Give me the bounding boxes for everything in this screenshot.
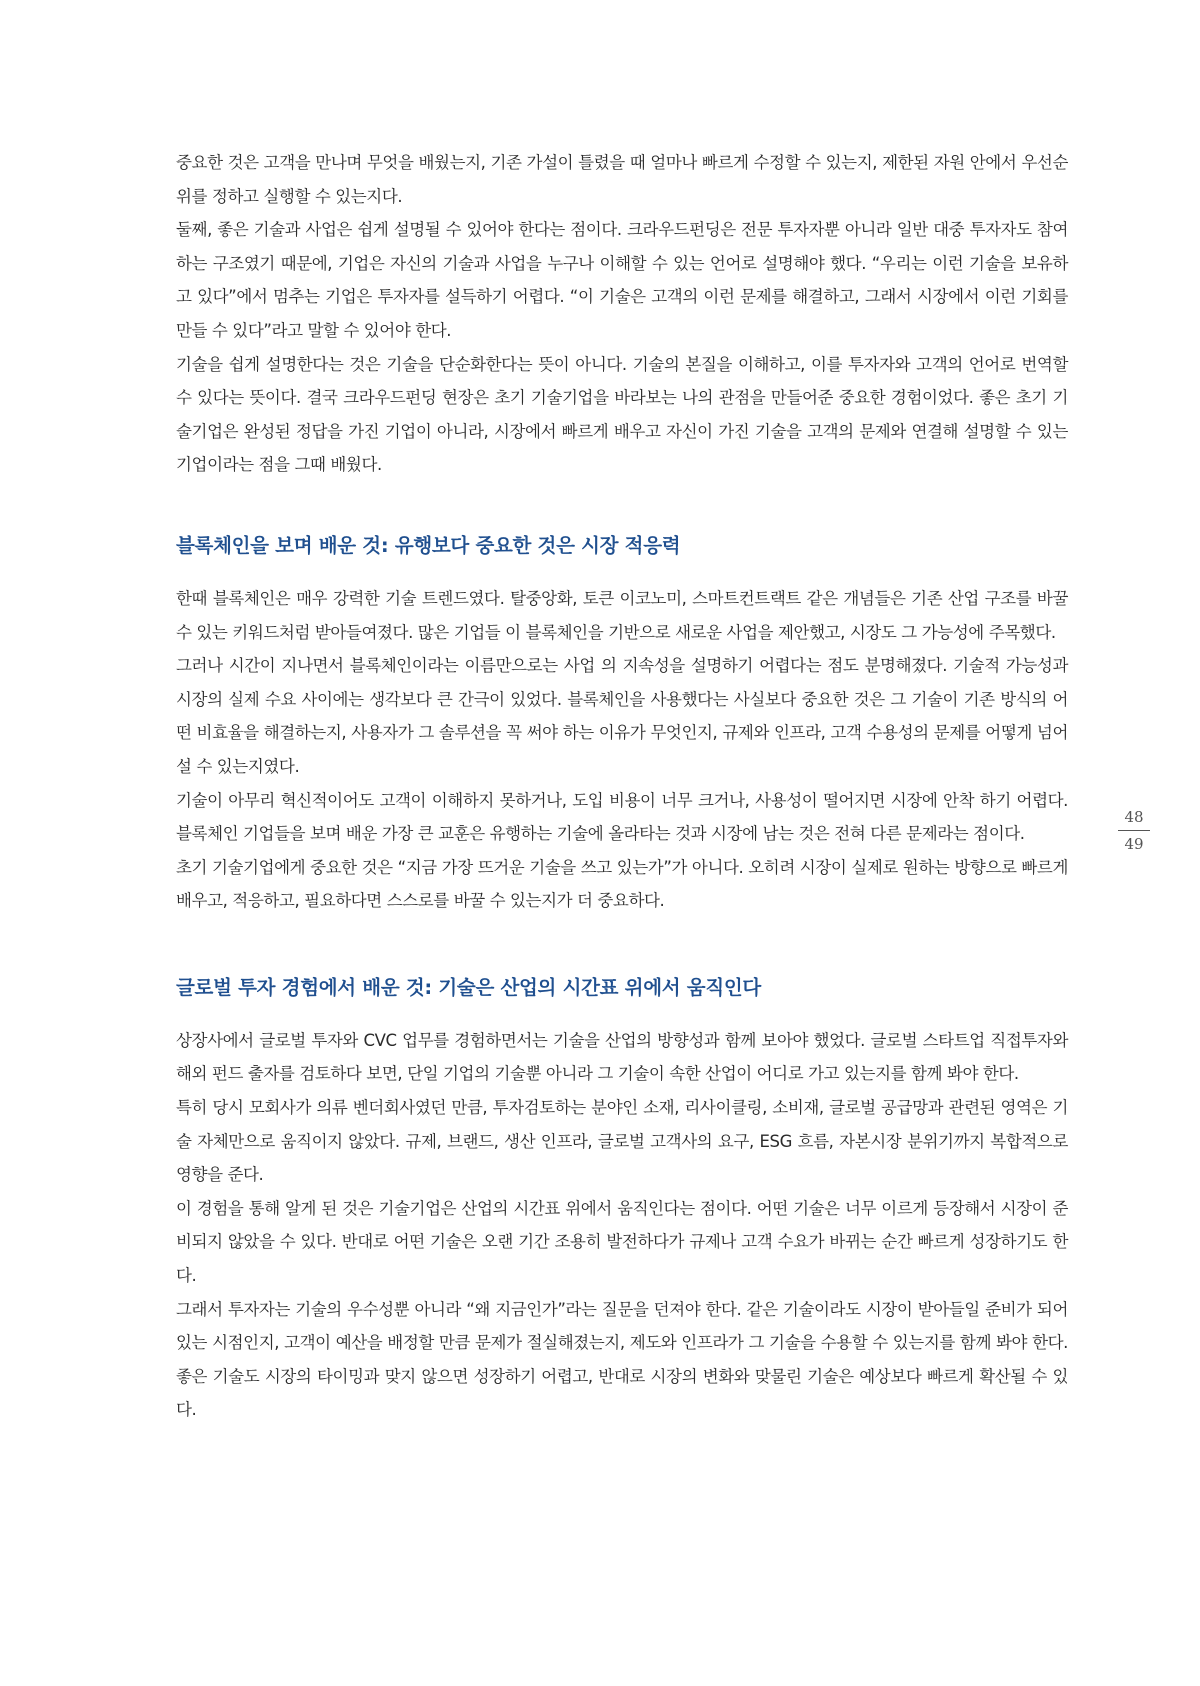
- page-number-right: 49: [1124, 835, 1144, 853]
- paragraph: 이 경험을 통해 알게 된 것은 기술기업은 산업의 시간표 위에서 움직인다는 점이다. 어떤 기술은 너무 이르게 등장해서 시장이 준비되지 않았을 수 있다. 반대로 어떤 기술은 오랜 기간 조용히 발전하다가 규제나 고객 수요가 바뀌는 순간 빠르게 성장하기도 한다.: [176, 1198, 1068, 1286]
- paragraph: 상장사에서 글로벌 투자와 CVC 업무를 경험하면서는 기술을 산업의 방향성과 함께 보아야 했었다. 글로벌 스타트업 직접투자와 해외 펀드 출자를 검토하다 보면, 단일 기업의 기술뿐 아니라 그 기술이 속한 산업이 어디로 가고 있는지를 함께 봐야 한다.: [176, 1030, 1068, 1084]
- paragraph: 중요한 것은 고객을 만나며 무엇을 배웠는지, 기존 가설이 틀렸을 때 얼마나 빠르게 수정할 수 있는지, 제한된 자원 안에서 우선순위를 정하고 실행할 수 있는지다.: [176, 153, 1068, 206]
- intro-section: [176, 146, 1068, 482]
- section-heading: 글로벌 투자 경험에서 배운 것: 기술은 산업의 시간표 위에서 움직인다: [176, 975, 761, 999]
- page-number-left: 48: [1124, 808, 1144, 826]
- paragraph: 특히 당시 모회사가 의류 벤더회사였던 만큼, 투자검토하는 분야인 소재, 리사이클링, 소비재, 글로벌 공급망과 관련된 영역은 기술 자체만으로 움직이지 않았다. 규제, 브랜드, 생산 인프라, 글로벌 고객사의 요구, ESG 흐름, 자본시장 분위기까지 복합적으로 영향을 준다.: [176, 1098, 1068, 1185]
- global-investment-section: [176, 964, 1068, 1427]
- paragraph: 기술이 아무리 혁신적이어도 고객이 이해하지 못하거나, 도입 비용이 너무 크거나, 사용성이 떨어지면 시장에 안착 하기 어렵다. 블록체인 기업들을 보며 배운 가장 큰 교훈은 유행하는 기술에 올라타는 것과 시장에 남는 것은 전혀 다른 문제라는 점이다.: [176, 790, 1068, 844]
- page-content: [176, 146, 1068, 1427]
- page-number-divider: [1118, 830, 1150, 831]
- paragraph: 초기 기술기업에게 중요한 것은 “지금 가장 뜨거운 기술을 쓰고 있는가”가 아니다. 오히려 시장이 실제로 원하는 방향으로 빠르게 배우고, 적응하고, 필요하다면 스스로를 바꿀 수 있는지가 더 중요하다.: [176, 857, 1068, 911]
- paragraph: 그래서 투자자는 기술의 우수성뿐 아니라 “왜 지금인가”라는 질문을 던져야 한다. 같은 기술이라도 시장이 받아들일 준비가 되어 있는 시점인지, 고객이 예산을 배정할 만큼 문제가 절실해졌는지, 제도와 인프라가 그 기술을 수용할 수 있는지를 함께 봐야 한다. 좋은 기술도 시장의 타이밍과 맞지 않으면 성장하기 어렵고, 반대로 시장의 변화와 맞물린 기술은 예상보다 빠르게 확산될 수 있다.: [176, 1299, 1068, 1420]
- section-heading: 블록체인을 보며 배운 것: 유행보다 중요한 것은 시장 적응력: [176, 533, 681, 557]
- paragraph: 한때 블록체인은 매우 강력한 기술 트렌드였다. 탈중앙화, 토큰 이코노미, 스마트컨트랙트 같은 개념들은 기존 산업 구조를 바꿀 수 있는 키워드처럼 받아들여졌다. 많은 기업들 이 블록체인을 기반으로 새로운 사업을 제안했고, 시장도 그 가능성에 주목했다.: [176, 588, 1068, 642]
- paragraph: 둘째, 좋은 기술과 사업은 쉽게 설명될 수 있어야 한다는 점이다. 크라우드펀딩은 전문 투자자뿐 아니라 일반 대중 투자자도 참여하는 구조였기 때문에, 기업은 자신의 기술과 사업을 누구나 이해할 수 있는 언어로 설명해야 했다. “우리는 이런 기술을 보유하고 있다”에서 멈추는 기업은 투자자를 설득하기 어렵다. “이 기술은 고객의 이런 문제를 해결하고, 그래서 시장에서 이런 기회를 만들 수 있다”라고 말할 수 있어야 한다.: [176, 220, 1068, 340]
- page-number: [1118, 806, 1150, 855]
- blockchain-section: [176, 522, 1068, 918]
- paragraph: 기술을 쉽게 설명한다는 것은 기술을 단순화한다는 뜻이 아니다. 기술의 본질을 이해하고, 이를 투자자와 고객의 언어로 번역할 수 있다는 뜻이다. 결국 크라우드펀딩 현장은 초기 기술기업을 바라보는 나의 관점을 만들어준 중요한 경험이었다. 좋은 초기 기술기업은 완성된 정답을 가진 기업이 아니라, 시장에서 빠르게 배우고 자신이 가진 기술을 고객의 문제와 연결해 설명할 수 있는 기업이라는 점을 그때 배웠다.: [176, 354, 1068, 475]
- paragraph: 그러나 시간이 지나면서 블록체인이라는 이름만으로는 사업 의 지속성을 설명하기 어렵다는 점도 분명해졌다. 기술적 가능성과 시장의 실제 수요 사이에는 생각보다 큰 간극이 있었다. 블록체인을 사용했다는 사실보다 중요한 것은 그 기술이 기존 방식의 어떤 비효율을 해결하는지, 사용자가 그 솔루션을 꼭 써야 하는 이유가 무엇인지, 규제와 인프라, 고객 수용성의 문제를 어떻게 넘어설 수 있는지였다.: [176, 656, 1068, 776]
